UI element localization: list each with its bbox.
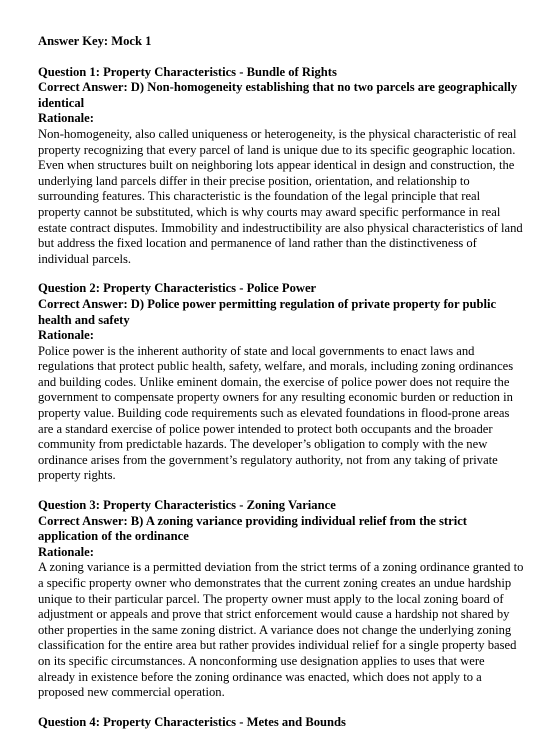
question-heading: Question 3: Property Characteristics - Zoning Variance <box>38 498 336 513</box>
question-1 <box>38 65 524 268</box>
question-heading: Question 2: Property Characteristics - Police Power <box>38 281 317 296</box>
question-heading: Question 1: Property Characteristics - Bundle of Rights <box>38 64 337 79</box>
question-2 <box>38 281 524 484</box>
rationale-label: Rationale: <box>38 111 94 126</box>
rationale-text: Police power is the inherent authority of state and local governments to enact laws and regulations that protect public health, safety, welfare, and morals, including zoning ordinances and building codes. Unlike eminent domain, the exercise of police power does not require the government to compensate property owners for any resulting economic burden or reduction in property value. Building code requirements such as elevated foundations in flood-prone areas are a standard exercise of police power intended to protect both occupants and the broader community from predictable hazards. The developer’s obligation to comply with the new ordinance arises from the government’s regulatory authority, not from any taking of private property rights. <box>38 343 514 483</box>
question-heading: Question 4: Property Characteristics - Metes and Bounds <box>38 714 346 729</box>
correct-answer: Correct Answer: B) A zoning variance providing individual relief from the strict application of the ordinance <box>38 513 467 544</box>
rationale-text: Non-homogeneity, also called uniqueness or heterogeneity, is the physical characteristic of real property recognizing that every parcel of land is unique due to its specific geographic location. Even when structures built on neighboring lots appear identical in design and construction, the underlying land parcels differ in their precise position, orientation, and relationship to surrounding features. This characteristic is the foundation of the legal principle that real property cannot be substituted, which is why courts may award specific performance in real estate contract disputes. Immobility and indestructibility are also physical characteristics of land but address the fixed location and permanence of land rather than the distinctiveness of individual parcels. <box>38 126 523 266</box>
rationale-label: Rationale: <box>38 328 94 343</box>
correct-answer: Correct Answer: D) Police power permitting regulation of private property for public health and safety <box>38 296 497 327</box>
rationale-text: A zoning variance is a permitted deviation from the strict terms of a zoning ordinance granted to a specific property owner who demonstrates that the current zoning creates an undue hardship unique to their particular parcel. The property owner must apply to the local zoning board of adjustment or appeals and prove that strict enforcement would cause a hardship not shared by other properties in the same zoning district. A variance does not change the underlying zoning classification for the entire area but rather provides individual relief for a single property based on its specific circumstances. A nonconforming use designation applies to uses that were already in existence before the zoning ordinance was enacted, which does not apply to a proposed new commercial operation. <box>38 560 524 700</box>
question-3 <box>38 498 524 701</box>
rationale-label: Rationale: <box>38 544 94 559</box>
document-title: Answer Key: Mock 1 <box>38 34 152 48</box>
question-4 <box>38 715 524 731</box>
correct-answer: Correct Answer: D) Non-homogeneity establishing that no two parcels are geographically identical <box>38 80 518 110</box>
answer-key-document <box>38 34 524 744</box>
